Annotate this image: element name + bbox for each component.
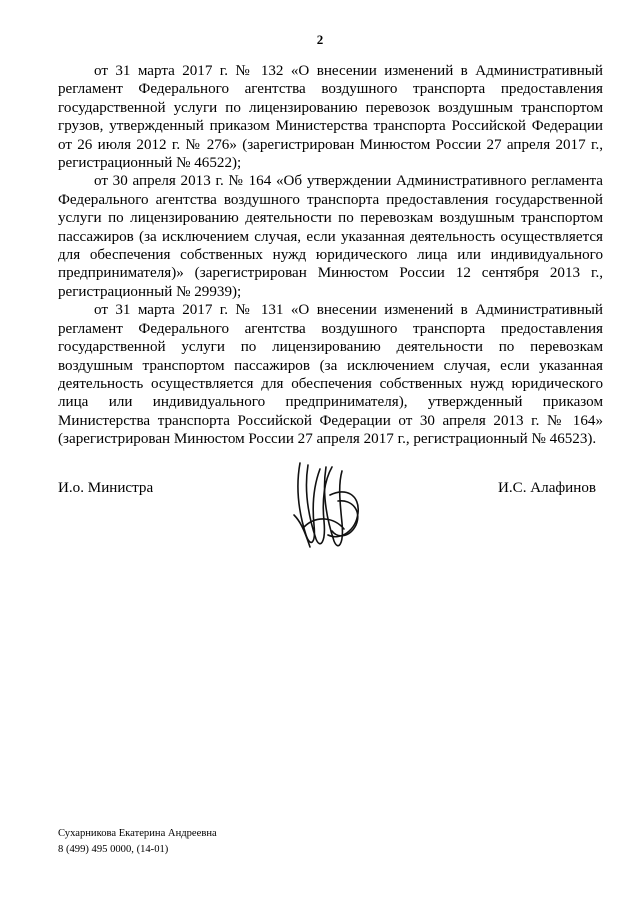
executor-name: Сухарникова Екатерина Андреевна [58,828,217,839]
paragraph-order-164: от 30 апреля 2013 г. № 164 «Об утверждении Административного регламента Федерального агентства воздушного транспорта предоставления государственной услуги по лицензированию деятельности по перевозкам воздушным транспортом пассажиров (за исключением случая, если указанная деятельность осуществляется для обеспечения собственных нужд юридического лица или индивидуального предпринимателя)» (зарегистрирован Минюстом России 12 сентября 2013 г., регистрационный № 29939); [58,173,603,300]
paragraph-order-132: от 31 марта 2017 г. № 132 «О внесении изменений в Административный регламент Федерального агентства воздушного транспорта предоставления государственной услуги по лицензированию перевозок воздушным транспортом грузов, утвержденный приказом Министерства транспорта Российской Федерации от 26 июля 2012 г. № 276» (зарегистрирован Минюстом России 27 апреля 2017 г., регистрационный № 46522); [58,63,603,172]
executor-info [58,826,217,858]
executor-phone: 8 (499) 495 0000, (14-01) [58,844,169,855]
signatory-name: И.С. Алафинов [497,480,596,496]
paragraph-order-131: от 31 марта 2017 г. № 131 «О внесении изменений в Административный регламент Федерального агентства воздушного транспорта предоставления государственной услуги по лицензированию деятельности по перевозкам воздушным транспортом пассажиров (за исключением случая, если указанная деятельность осуществляется для обеспечения собственных нужд юридического лица или индивидуального предпринимателя), утвержденный приказом Министерства транспорта Российской Федерации от 30 апреля 2013 г. № 164» (зарегистрирован Минюстом России 27 апреля 2017 г., регистрационный № 46523). [58,302,603,448]
document-body [58,62,603,449]
signatory-position: И.о. Министра [58,480,154,496]
handwritten-signature [286,455,370,555]
page-number: 2 [316,32,324,47]
